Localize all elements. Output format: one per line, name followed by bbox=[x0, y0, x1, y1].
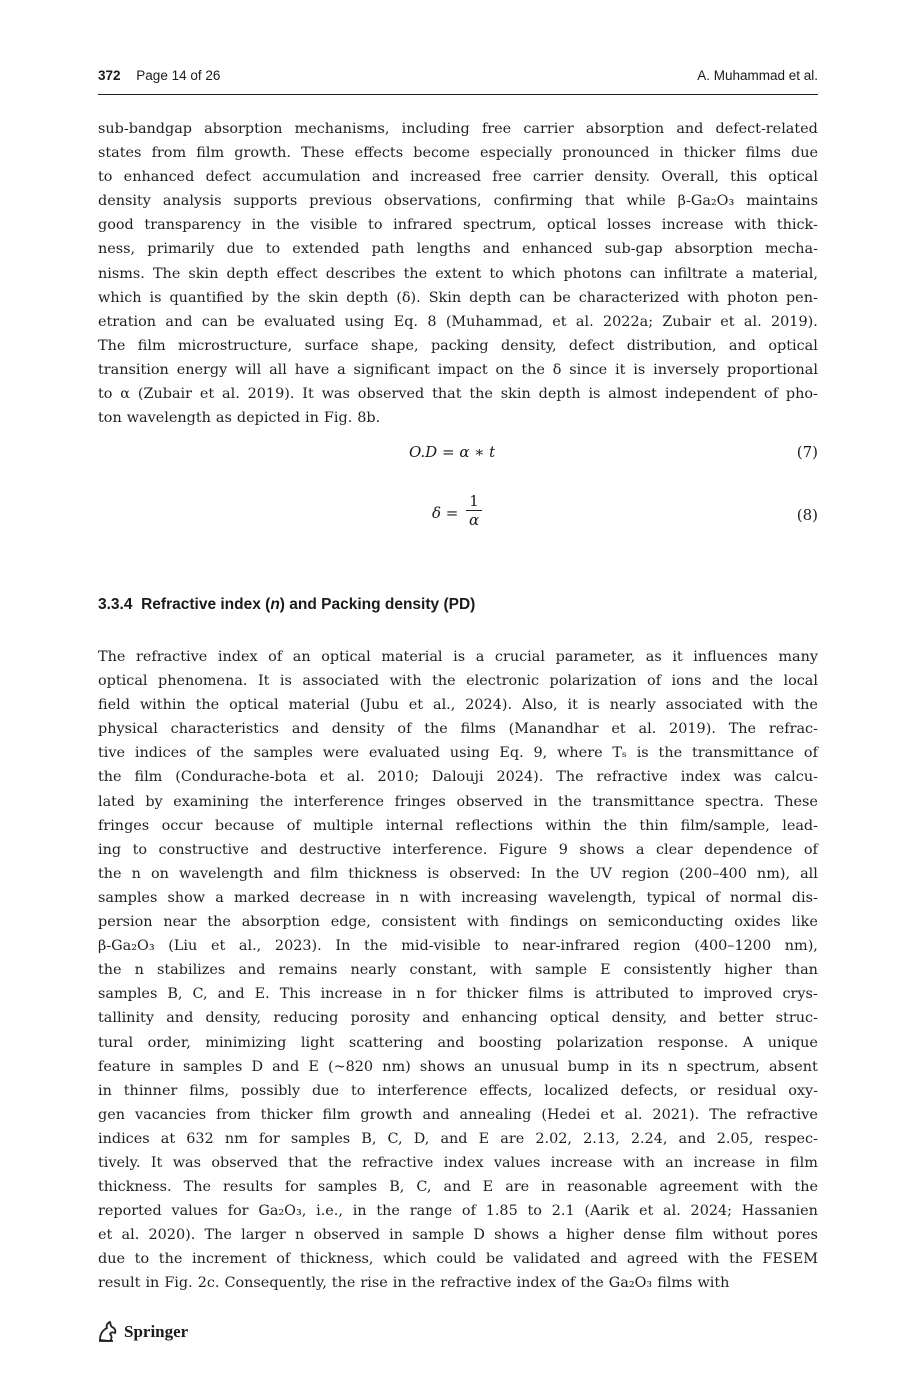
text-line: tural order, minimizing light scattering and boosting polarization response. A unique bbox=[98, 1034, 818, 1051]
page-number: 372 bbox=[98, 68, 121, 83]
text-line: persion near the absorption edge, consistent with findings on semiconducting oxides like bbox=[98, 914, 818, 931]
text-line: to enhanced defect accumulation and increased free carrier density. Overall, this optical bbox=[98, 169, 818, 186]
text-line: tive indices of the samples were evaluated using Eq. 9, where Tₛ is the transmittance of bbox=[98, 745, 818, 762]
text-line: tallinity and density, reducing porosity and enhancing optical density, and better struc- bbox=[98, 1010, 818, 1027]
text-line: reported values for Ga₂O₃, i.e., in the range of 1.85 to 2.1 (Aarik et al. 2024; Hassanien bbox=[98, 1203, 818, 1220]
section-title-after: ) and Packing density (PD) bbox=[279, 596, 476, 613]
text-line: in thinner films, possibly due to interference effects, localized defects, or residual oxy- bbox=[98, 1082, 818, 1099]
text-line: transition energy will all have a significant impact on the δ since it is inversely proportional bbox=[98, 361, 818, 378]
text-line: ing to constructive and destructive interference. Figure 9 shows a clear dependence of bbox=[98, 841, 818, 858]
equation-8-number: (8) bbox=[796, 506, 818, 524]
text-line: to α (Zubair et al. 2019). It was observed that the skin depth is almost independent of pho- bbox=[98, 386, 818, 403]
text-line: density analysis supports previous observations, confirming that while β-Ga₂O₃ maintains bbox=[98, 193, 818, 210]
text-line: indices at 632 nm for samples B, C, D, and E are 2.02, 2.13, 2.24, and 2.05, respec- bbox=[98, 1130, 818, 1147]
page-of: Page 14 of 26 bbox=[136, 68, 221, 83]
text-line: good transparency in the visible to infrared spectrum, optical losses increase with thick- bbox=[98, 217, 818, 234]
text-line: sub-bandgap absorption mechanisms, including free carrier absorption and defect-related bbox=[98, 121, 818, 137]
paragraph-1 bbox=[98, 117, 818, 430]
equation-8-denominator: α bbox=[469, 511, 480, 529]
text-line: lated by examining the interference fringes observed in the transmittance spectra. These bbox=[98, 793, 818, 810]
equation-8-numerator: 1 bbox=[466, 492, 482, 511]
text-line: field within the optical material (Jubu et al., 2024). Also, it is nearly associated with the bbox=[98, 697, 818, 714]
equation-7-number: (7) bbox=[796, 443, 818, 461]
publisher-footer bbox=[96, 1320, 188, 1344]
section-number: 3.3.4 bbox=[98, 596, 133, 613]
text-line: the n stabilizes and remains nearly constant, with sample E consistently higher than bbox=[98, 962, 818, 979]
text-line: The film microstructure, surface shape, packing density, defect distribution, and optical bbox=[98, 337, 818, 354]
text-line: gen vacancies from thicker film growth and annealing (Hedei et al. 2021). The refractive bbox=[98, 1106, 818, 1123]
text-line: samples show a marked decrease in n with increasing wavelength, typical of normal dis- bbox=[98, 889, 818, 906]
text-line: physical characteristics and density of the films (Manandhar et al. 2019). The refrac- bbox=[98, 721, 818, 738]
text-line: feature in samples D and E (~820 nm) shows an unusual bump in its n spectrum, absent bbox=[98, 1058, 818, 1075]
text-line: tively. It was observed that the refractive index values increase with an increase in film bbox=[98, 1154, 818, 1171]
text-line: result in Fig. 2c. Consequently, the rise in the refractive index of the Ga₂O₃ films with bbox=[98, 1275, 730, 1292]
equation-8-lhs: δ = bbox=[432, 504, 459, 522]
equation-7-text: O.D = α ∗ t bbox=[409, 443, 496, 461]
text-line: ton wavelength as depicted in Fig. 8b. bbox=[98, 410, 381, 427]
header-left bbox=[98, 68, 220, 83]
paragraph-2 bbox=[98, 645, 818, 1296]
text-line: et al. 2020). The larger n observed in sample D shows a higher dense film without pores bbox=[98, 1227, 818, 1244]
text-line: nisms. The skin depth effect describes the extent to which photons can infiltrate a material, bbox=[98, 265, 818, 282]
text-line: optical phenomena. It is associated with the electronic polarization of ions and the local bbox=[98, 673, 818, 690]
text-line: states from film growth. These effects become especially pronounced in thicker films due bbox=[98, 145, 818, 162]
header-authors: A. Muhammad et al. bbox=[697, 68, 818, 83]
section-title-var: n bbox=[270, 596, 280, 613]
text-line: ness, primarily due to extended path lengths and enhanced sub-gap absorption mecha- bbox=[98, 241, 818, 258]
text-line: The refractive index of an optical material is a crucial parameter, as it influences many bbox=[98, 649, 818, 665]
text-line: β-Ga₂O₃ (Liu et al., 2023). In the mid-visible to near-infrared region (400–1200 nm), bbox=[98, 938, 818, 955]
text-line: fringes occur because of multiple internal reflections within the thin film/sample, lead- bbox=[98, 817, 818, 834]
equation-8-fraction bbox=[466, 492, 482, 529]
publisher-name: Springer bbox=[124, 1322, 189, 1341]
springer-horse-icon bbox=[96, 1320, 120, 1344]
section-title-before: Refractive index ( bbox=[141, 596, 271, 613]
text-line: due to the increment of thickness, which could be validated and agreed with the FESEM bbox=[98, 1251, 818, 1268]
text-line: thickness. The results for samples B, C, and E are in reasonable agreement with the bbox=[98, 1179, 818, 1196]
text-line: which is quantified by the skin depth (δ). Skin depth can be characterized with photon pen- bbox=[98, 289, 818, 306]
section-heading bbox=[98, 596, 475, 614]
running-header bbox=[98, 66, 818, 95]
text-line: samples B, C, and E. This increase in n for thicker films is attributed to improved crys- bbox=[98, 986, 818, 1003]
text-line: etration and can be evaluated using Eq. 8 (Muhammad, et al. 2022a; Zubair et al. 2019). bbox=[98, 313, 818, 330]
text-line: the film (Condurache-bota et al. 2010; Dalouji 2024). The refractive index was calcu- bbox=[98, 769, 818, 786]
text-line: the n on wavelength and film thickness is observed: In the UV region (200–400 nm), all bbox=[98, 865, 818, 882]
